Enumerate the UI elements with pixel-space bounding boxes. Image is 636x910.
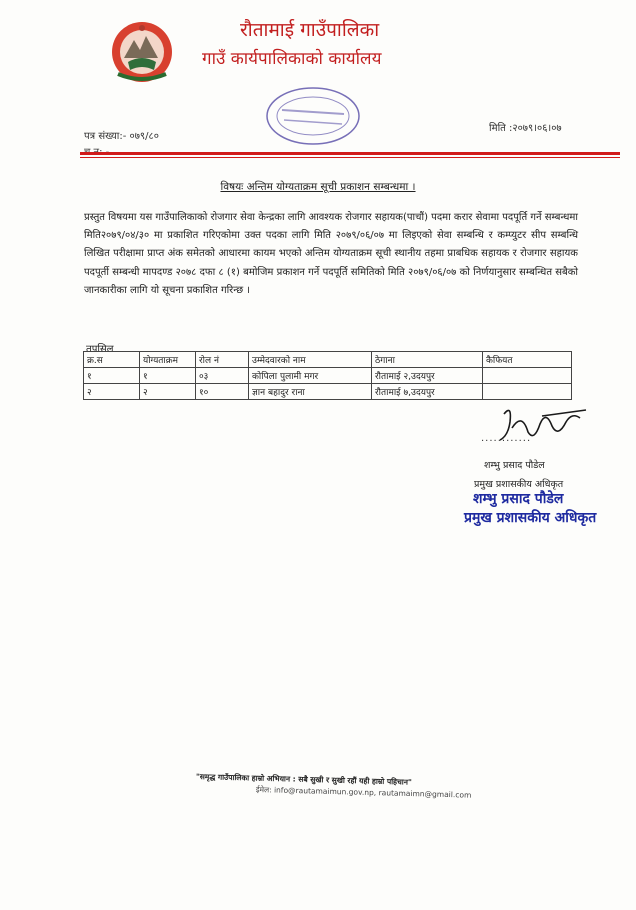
table-caption: तपसिल: [86, 344, 114, 355]
table-header-row: [84, 352, 572, 368]
subject-text: विषयः अन्तिम योग्यताक्रम सूची प्रकाशन सम्बन्धमा ।: [220, 181, 416, 193]
cell-address: रौतामाई ७,उदयपुर: [372, 384, 483, 400]
cell-rank: २: [140, 384, 196, 400]
cell-roll: ०३: [196, 368, 249, 384]
office-stamp-seal: [262, 84, 364, 148]
signatory-name: शम्भु प्रसाद पौडेल: [484, 460, 545, 471]
table-row: [84, 384, 572, 400]
stamp-signatory-name: शम्भु प्रसाद पौडेल: [473, 491, 564, 507]
dispatch-number: [84, 144, 109, 158]
header-divider-thin: [80, 157, 620, 158]
cell-name: कोपिला पुलामी मगर: [249, 368, 372, 384]
col-header-address: ठेगाना: [372, 352, 483, 368]
signature-dots: ............: [481, 433, 532, 444]
col-header-name: उम्मेदवारको नाम: [249, 352, 372, 368]
col-header-rank: योग्यताक्रम: [140, 352, 196, 368]
cell-sn: २: [84, 384, 140, 400]
handwritten-signature: [482, 402, 594, 454]
col-header-roll: रोल नं: [196, 352, 249, 368]
subject-line: [0, 180, 636, 194]
office-name: रौतामाई गाउँपालिका: [240, 19, 380, 41]
cell-address: रौतामाई २,उदयपुर: [372, 368, 483, 384]
letter-date: मिति :२०७९।०६।०७: [489, 123, 562, 134]
candidate-table: [83, 351, 572, 400]
table-row: [84, 368, 572, 384]
reference-number: पत्र संख्या:- ०७९/८०: [84, 131, 159, 142]
cell-remarks: [483, 368, 572, 384]
signatory-designation: प्रमुख प्रशासकीय अधिकृत: [474, 479, 564, 490]
footer-email: ईमेल: info@rautamaimun.gov.np, rautamaimn@gmail.com: [255, 785, 472, 800]
cell-roll: १०: [196, 384, 249, 400]
office-subtitle: गाउँ कार्यपालिकाको कार्यालय: [202, 49, 382, 69]
cell-name: ज्ञान बहादुर राना: [249, 384, 372, 400]
stamp-signatory-designation: प्रमुख प्रशासकीय अधिकृत: [464, 510, 597, 526]
footer-slogan: "समृद्ध गाउँपालिका हाम्रो अभियान : सबै सुखी र सुखी रहौं यही हाम्रो पहिचान": [195, 772, 412, 787]
cell-rank: १: [140, 368, 196, 384]
letter-body: प्रस्तुत विषयमा यस गाउँपालिकाको रोजगार सेवा केन्द्रका लागि आवश्यक रोजगार सहायक(पाचौं) पदमा करार सेवामा पदपूर्ति गर्ने सम्बन्धमा मिति२०७९/०४/३० मा प्रकाशित गरिएकोमा उक्त पदका लागि मिति २०७९/०६/०७ मा लिइएको सेवा सम्बन्धि र कम्प्युटर सीप सम्बन्धि लिखित परीक्षामा प्राप्त अंक समेतको आधारमा कायम भएको अन्तिम योग्यताक्रम सूची स्थानीय तहमा प्राबधिक सहायक र रोजगार सहायक पदपूर्ती सम्बन्धी मापदण्ड २०७८ दफा ८ (१) बमोजिम प्रकाशन गर्ने पदपूर्ति समितिको मिति २०७९/०६/०७ को निर्णयानुसार सम्बन्धित सबैको जानकारीका लागि यो सूचना प्रकाशित गरिन्छ ।: [84, 212, 578, 296]
header-divider-thick: [80, 152, 620, 155]
col-header-remarks: कैफियत: [483, 352, 572, 368]
cell-sn: १: [84, 368, 140, 384]
col-header-sn: क्र.स: [84, 352, 140, 368]
cell-remarks: [483, 384, 572, 400]
nepal-emblem-logo: [98, 18, 186, 86]
